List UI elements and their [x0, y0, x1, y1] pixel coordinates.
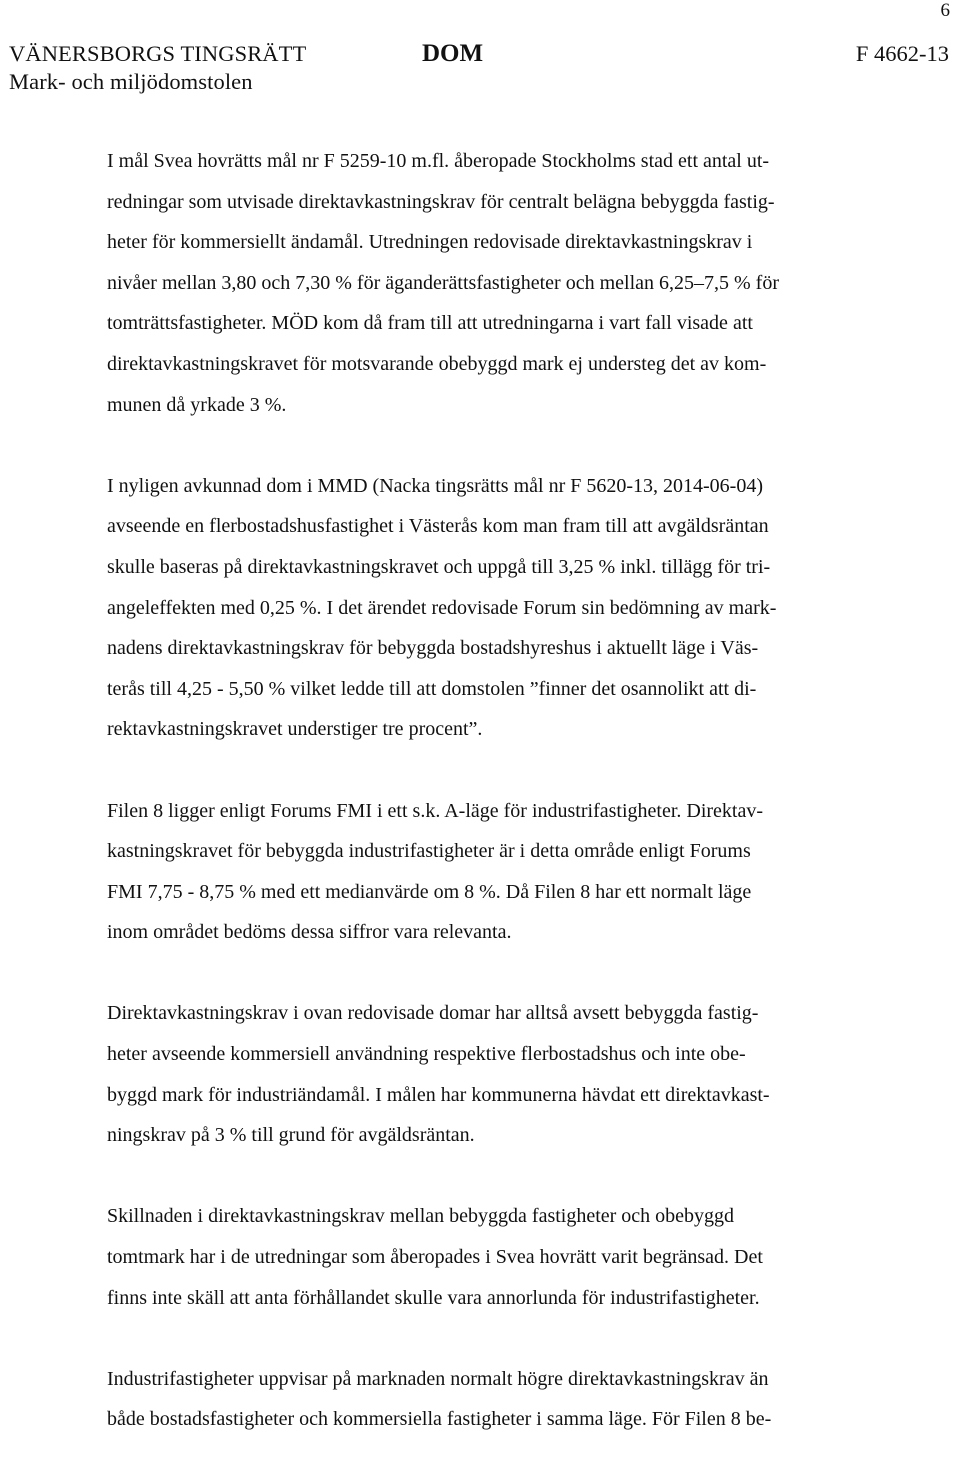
text-line: finns inte skäll att anta förhållandet skulle vara annorlunda för industrifastigheter. [107, 1286, 760, 1309]
text-line: Direktavkastningskrav i ovan redovisade domar har alltså avsett bebyggda fastig- [107, 1002, 759, 1025]
court-name [9, 40, 306, 96]
text-line: munen då yrkade 3 %. [107, 393, 287, 416]
text-line: nadens direktavkastningskrav för bebyggda bostadshyreshus i aktuellt läge i Väs- [107, 637, 759, 660]
text-line: I nyligen avkunnad dom i MMD (Nacka tingsrätts mål nr F 5620-13, 2014-06-04) [107, 474, 764, 497]
text-line: både bostadsfastigheter och kommersiella fastigheter i samma läge. För Filen 8 be- [107, 1408, 772, 1431]
paragraph [107, 1196, 907, 1318]
text-line: rektavkastningskravet understiger tre procent”. [107, 718, 483, 741]
paragraph [107, 141, 907, 425]
text-line: avseende en flerbostadshusfastighet i Västerås kom man fram till att avgäldsräntan [107, 515, 769, 538]
paragraph [107, 993, 907, 1155]
text-line: skulle baseras på direktavkastningskravet och uppgå till 3,25 % inkl. tillägg för tri- [107, 555, 771, 578]
text-line: direktavkastningskravet för motsvarande obebyggd mark ej understeg det av kom- [107, 352, 767, 375]
text-line: Skillnaden i direktavkastningskrav mellan bebyggda fastigheter och obebyggd [107, 1205, 735, 1228]
text-line: heter för kommersiellt ändamål. Utredningen redovisade direktavkastningskrav i [107, 231, 753, 254]
document-header [9, 40, 949, 98]
text-line: heter avseende kommersiell användning respektive flerbostadshus och inte obe- [107, 1043, 746, 1066]
text-line: Filen 8 ligger enligt Forums FMI i ett s.k. A-läge för industrifastigheter. Direktav- [107, 799, 764, 822]
paragraph [107, 791, 907, 953]
text-line: Industrifastigheter uppvisar på marknaden normalt högre direktavkastningskrav än [107, 1367, 769, 1390]
document-type: DOM [422, 40, 484, 67]
text-line: tomträttsfastigheter. MÖD kom då fram till att utredningarna i vart fall visade att [107, 312, 753, 335]
text-line: byggd mark för industriändamål. I målen har kommunerna hävdat ett direktavkast- [107, 1083, 770, 1106]
paragraph [107, 466, 907, 750]
text-line: I mål Svea hovrätts mål nr F 5259-10 m.fl. åberopade Stockholms stad ett antal ut- [107, 150, 770, 172]
court-name-line: VÄNERSBORGS TINGSRÄTT [9, 41, 307, 66]
case-number: F 4662-13 [855, 41, 949, 66]
text-line: tomtmark har i de utredningar som åberopades i Svea hovrätt varit begränsad. Det [107, 1246, 763, 1269]
paragraph [107, 1359, 907, 1440]
text-line: nivåer mellan 3,80 och 7,30 % för äganderättsfastigheter och mellan 6,25–7,5 % för [107, 271, 780, 294]
text-line: kastningskravet för bebyggda industrifastigheter är i detta område enligt Forums [107, 840, 751, 863]
text-line: angeleffekten med 0,25 %. I det ärendet redovisade Forum sin bedömning av mark- [107, 596, 777, 619]
text-line: terås till 4,25 - 5,50 % vilket ledde till att domstolen ”finner det osannolikt att di- [107, 677, 757, 700]
text-line: redningar som utvisade direktavkastningskrav för centralt belägna bebyggda fastig- [107, 190, 775, 213]
document-body [107, 141, 907, 1481]
text-line: FMI 7,75 - 8,75 % med ett medianvärde om 8 %. Då Filen 8 har ett normalt läge [107, 880, 752, 903]
text-line: ningskrav på 3 % till grund för avgäldsräntan. [107, 1124, 475, 1147]
text-line: inom området bedöms dessa siffror vara relevanta. [107, 921, 512, 944]
court-division-line: Mark- och miljödomstolen [9, 69, 253, 94]
page-number: 6 [940, 0, 950, 21]
